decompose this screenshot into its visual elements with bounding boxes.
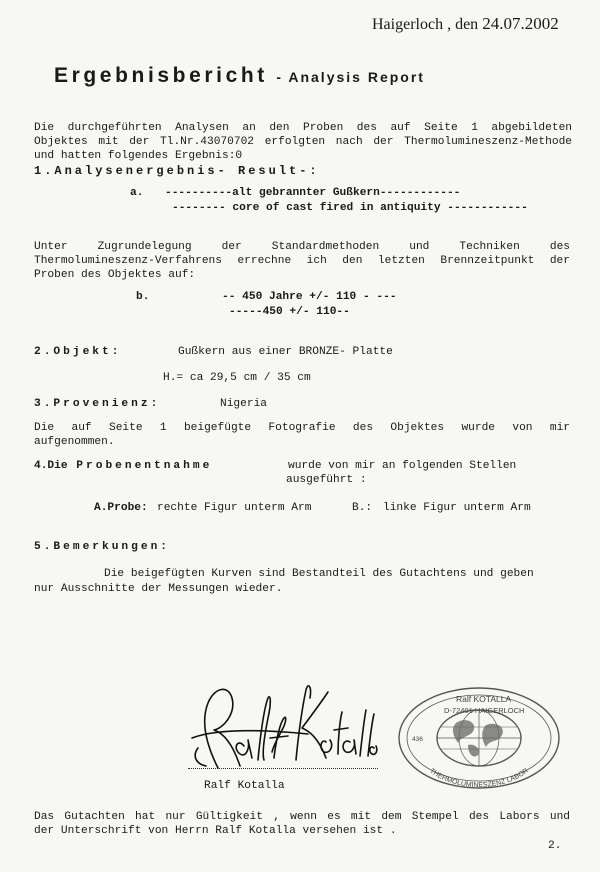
provenance-value: Nigeria <box>220 398 267 410</box>
result-a-label: a. <box>130 187 144 199</box>
result-a-line1: ----------alt gebrannter Gußkern------------ <box>165 187 461 199</box>
sample-a-value: rechte Figur unterm Arm <box>157 502 312 514</box>
object-dimensions: H.= ca 29,5 cm / 35 cm <box>163 372 311 384</box>
validity-line: Das Gutachten hat nur Gültigkeit , wenn es mit dem Stempel des Labors und <box>34 811 570 823</box>
title-main: Ergebnisbericht <box>54 64 268 87</box>
section-4-heading-prefix: 4.Die <box>34 460 68 472</box>
section-4-heading <box>34 460 212 472</box>
remarks-line2: nur Ausschnitte der Messungen wieder. <box>34 583 283 595</box>
section-3-text <box>34 421 570 449</box>
intro-line: und hatten folgendes Ergebnis:0 <box>34 150 243 162</box>
laboratory-stamp <box>394 683 564 793</box>
intro-line: Objektes mit der Tl.Nr.43070702 erfolgten nach der Thermolumineszenz-Methode <box>34 136 572 148</box>
section-3-line: aufgenommen. <box>34 436 115 448</box>
signatory-name: Ralf Kotalla <box>204 780 285 792</box>
section-4-heading-spaced: Probenentnahme <box>76 460 213 472</box>
remarks-line1: Die beigefügten Kurven sind Bestandteil des Gutachtens und geben <box>104 568 534 580</box>
intro-line: Die durchgeführten Analysen an den Proben des auf Seite 1 abgebildeten <box>34 122 572 134</box>
section-2-heading: 2.Objekt: <box>34 346 122 358</box>
section-5-heading: 5.Bemerkungen: <box>34 541 170 553</box>
validity-note <box>34 810 570 838</box>
sampling-text-line2: ausgeführt : <box>286 474 367 486</box>
stamp-lab-text <box>428 767 530 789</box>
title-sub: - Analysis Report <box>276 69 425 85</box>
section-3-heading: 3.Provenienz: <box>34 398 161 410</box>
stamp-number: 436 <box>412 736 423 743</box>
sampling-text-line1: wurde von mir an folgenden Stellen <box>288 460 517 472</box>
result-a-line2: -------- core of cast fired in antiquity ------------ <box>172 202 528 214</box>
report-title <box>54 64 425 88</box>
stamp-name: Ralf KOTALLA <box>456 694 512 704</box>
section-1-heading: 1.Analysenergebnis- Result-: <box>34 164 320 178</box>
object-value: Gußkern aus einer BRONZE- Platte <box>178 346 393 358</box>
signature-line <box>188 768 378 769</box>
section-1-line: Proben des Objektes auf: <box>34 269 196 281</box>
place-date-prefix: Haigerloch , den <box>372 16 483 33</box>
stamp-lab: THERMOLUMINESZENZ LABOR <box>428 767 530 790</box>
handwritten-signature <box>188 668 378 778</box>
validity-line: der Unterschrift von Herrn Ralf Kotalla versehen ist . <box>34 825 397 837</box>
stamp-address: D-72401 HAIGERLOCH <box>444 706 525 715</box>
sample-a-label: A.Probe: <box>94 502 148 514</box>
place-date <box>372 14 559 34</box>
section-1-line: Thermolumineszenz-Verfahrens errechne ich den letzten Brennzeitpunkt der <box>34 255 570 267</box>
section-3-line: Die auf Seite 1 beigefügte Fotografie des Objektes wurde von mir <box>34 422 570 434</box>
result-b-label: b. <box>136 291 150 303</box>
sample-b-value: linke Figur unterm Arm <box>383 502 531 514</box>
intro-paragraph <box>34 121 572 163</box>
section-1-text <box>34 240 570 282</box>
sample-b-label: B.: <box>352 502 373 514</box>
report-date: 24.07.2002 <box>482 14 559 33</box>
result-b-line1: -- 450 Jahre +/- 110 - --- <box>222 291 397 303</box>
result-b-line2: -----450 +/- 110-- <box>229 306 350 318</box>
section-1-line: Unter Zugrundelegung der Standardmethoden und Techniken des <box>34 241 570 253</box>
page-number: 2. <box>548 840 562 852</box>
